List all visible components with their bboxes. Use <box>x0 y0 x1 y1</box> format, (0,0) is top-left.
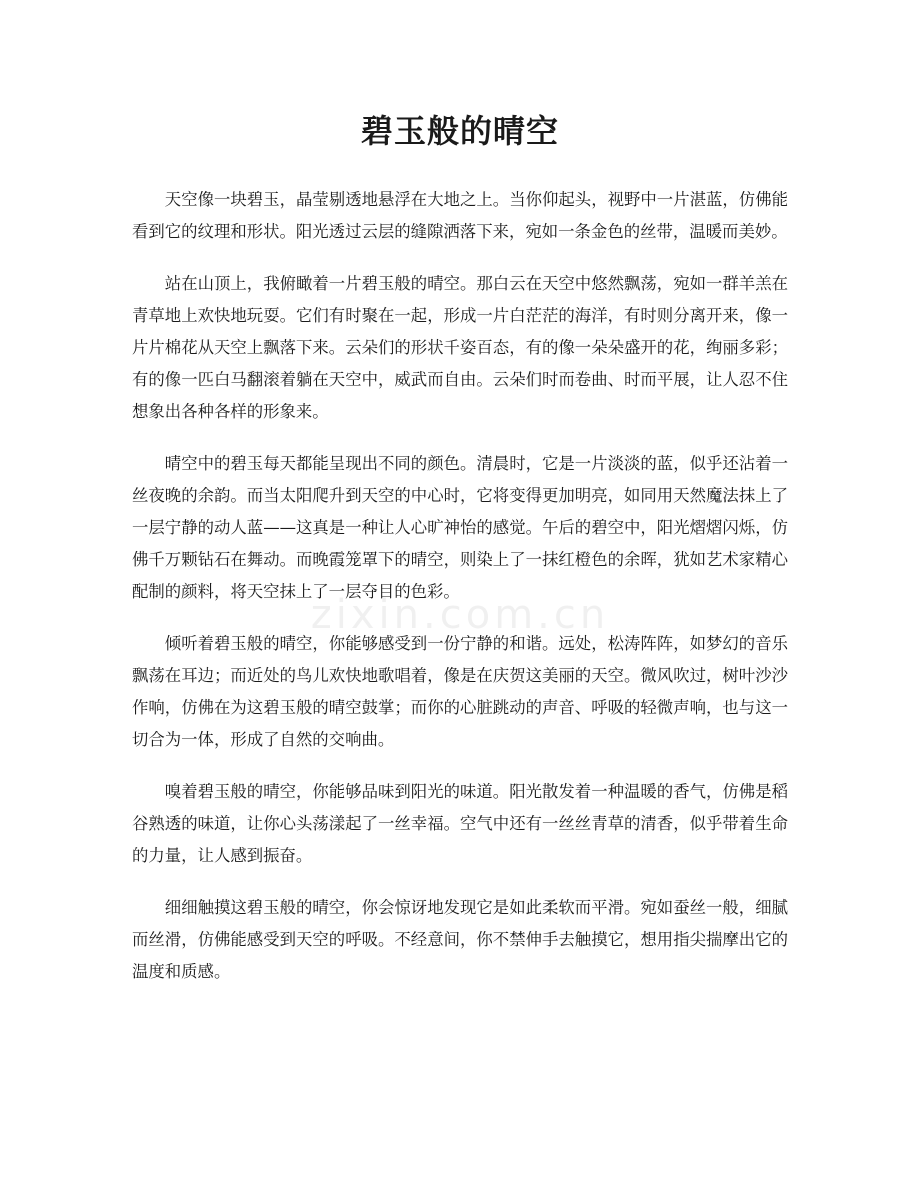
paragraph: 晴空中的碧玉每天都能呈现出不同的颜色。清晨时，它是一片淡淡的蓝，似乎还沾着一丝夜晚的余韵。而当太阳爬升到天空的中心时，它将变得更加明亮，如同用天然魔法抹上了一层宁静的动人蓝——这真是一种让人心旷神怡的感觉。午后的碧空中，阳光熠熠闪烁，仿佛千万颗钻石在舞动。而晚霞笼罩下的晴空，则染上了一抹红橙色的余晖，犹如艺术家精心配制的颜料，将天空抹上了一层夺目的色彩。 <box>132 454 788 601</box>
paragraph: 天空像一块碧玉，晶莹剔透地悬浮在大地之上。当你仰起头，视野中一片湛蓝，仿佛能看到它的纹理和形状。阳光透过云层的缝隙洒落下来，宛如一条金色的丝带，温暖而美妙。 <box>132 190 788 241</box>
document-body <box>132 184 788 1008</box>
paragraph: 细细触摸这碧玉般的晴空，你会惊讶地发现它是如此柔软而平滑。宛如蚕丝一般，细腻而丝滑，仿佛能感受到天空的呼吸。不经意间，你不禁伸手去触摸它，想用指尖揣摩出它的温度和质感。 <box>132 898 788 981</box>
page-title: 碧玉般的晴空 <box>360 112 559 150</box>
watermark: zixin.com.cn <box>310 592 610 638</box>
paragraph: 嗅着碧玉般的晴空，你能够品味到阳光的味道。阳光散发着一种温暖的香气，仿佛是稻谷熟透的味道，让你心头荡漾起了一丝幸福。空气中还有一丝丝青草的清香，似乎带着生命的力量，让人感到振奋。 <box>132 782 788 865</box>
paragraph: 站在山顶上，我俯瞰着一片碧玉般的晴空。那白云在天空中悠然飘荡，宛如一群羊羔在青草地上欢快地玩耍。它们有时聚在一起，形成一片白茫茫的海洋，有时则分离开来，像一片片棉花从天空上飘落下来。云朵们的形状千姿百态，有的像一朵朵盛开的花，绚丽多彩；有的像一匹白马翻滚着躺在天空中，威武而自由。云朵们时而卷曲、时而平展，让人忍不住想象出各种各样的形象来。 <box>132 274 788 421</box>
paragraph: 倾听着碧玉般的晴空，你能够感受到一份宁静的和谐。远处，松涛阵阵，如梦幻的音乐飘荡在耳边；而近处的鸟儿欢快地歌唱着，像是在庆贺这美丽的天空。微风吹过，树叶沙沙作响，仿佛在为这碧玉般的晴空鼓掌；而你的心脏跳动的声音、呼吸的轻微声响，也与这一切合为一体，形成了自然的交响曲。 <box>132 634 788 749</box>
